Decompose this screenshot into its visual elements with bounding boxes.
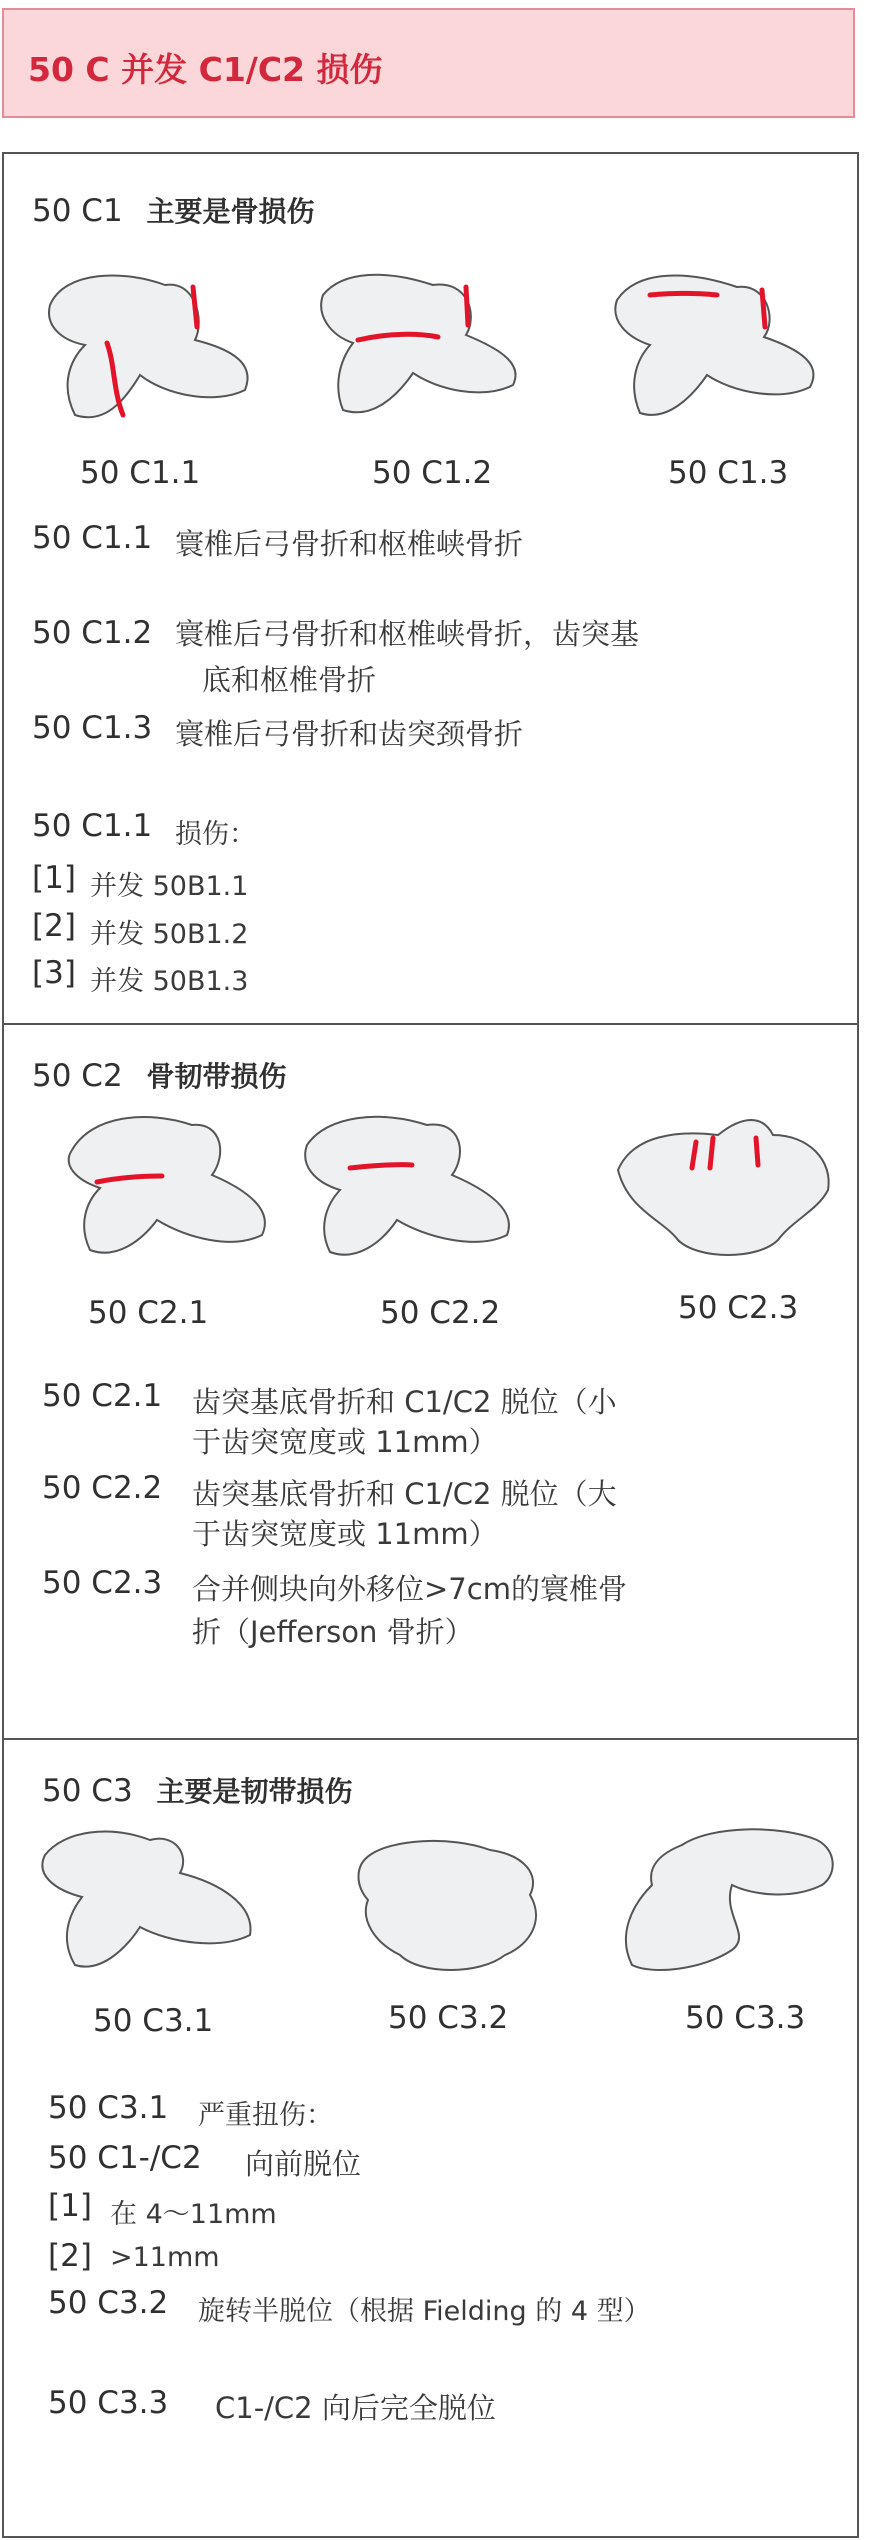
c3-line-text-3: >11mm [110,2242,220,2273]
vertebra-figure-c2-1 [62,1110,282,1275]
figure-label-c1-2: 50 C1.2 [372,455,493,491]
figure-label-c3-3: 50 C3.3 [685,2000,806,2036]
note-text-1: 并发 50B1.1 [90,871,249,902]
section-heading: 骨韧带损伤 [146,1060,287,1093]
figure-label-c1-3: 50 C1.3 [668,455,789,491]
vertebra-figure-c1-1 [45,265,265,435]
note-text-2: 并发 50B1.2 [90,919,249,950]
item-text-c1-2a: 寰椎后弓骨折和枢椎峡骨折，齿突基 [175,617,640,651]
item-text-c2-2b: 于齿突宽度或 11mm） [192,1517,498,1551]
note-code-2: [2] [32,908,76,944]
c3-line-text-0: 严重扭伤： [198,2100,333,2131]
item-code-c2-2: 50 C2.2 [42,1470,163,1506]
item-code-c2-1: 50 C2.1 [42,1378,163,1414]
c3-line-text-5: C1-/C2 向后完全脱位 [215,2391,496,2425]
c3-line-code-0: 50 C3.1 [48,2090,169,2126]
c3-line-text-2: 在 4～11mm [110,2199,277,2230]
figure-label-c3-1: 50 C3.1 [93,2003,214,2039]
panel-c2-title [32,1055,287,1095]
note-code-1: [1] [32,860,76,896]
figure-label-c1-1: 50 C1.1 [80,455,201,491]
vertebra-figure-c3-3 [612,1825,842,1990]
c3-line-text-1: 向前脱位 [245,2147,362,2181]
c3-line-code-2: [1] [48,2188,92,2224]
item-text-c1-1: 寰椎后弓骨折和枢椎峡骨折 [175,527,524,561]
figure-label-c2-2: 50 C2.2 [380,1295,501,1331]
c3-line-code-4: 50 C3.2 [48,2285,169,2321]
section-heading: 主要是骨损伤 [146,195,315,228]
c3-line-text-4: 旋转半脱位（根据 Fielding 的 4 型） [198,2296,651,2327]
vertebra-figure-c2-2 [302,1110,532,1275]
item-text-c2-2a: 齿突基底骨折和 C1/C2 脱位（大 [192,1477,617,1511]
panel-c1-title [32,190,315,230]
item-text-c2-3b: 折（Jefferson 骨折） [192,1615,474,1649]
note-text-3: 并发 50B1.3 [90,966,249,997]
panel-c3-title [42,1770,353,1810]
c3-line-code-3: [2] [48,2238,92,2274]
vertebra-figure-c1-3 [612,265,832,435]
item-code-c2-3: 50 C2.3 [42,1565,163,1601]
figure-label-c2-3: 50 C2.3 [678,1290,799,1326]
section-code: 50 C1 [32,193,123,229]
note-code-3: [3] [32,955,76,991]
note-text-0: 损伤： [175,819,256,850]
item-text-c2-1b: 于齿突宽度或 11mm） [192,1425,498,1459]
section-code: 50 C2 [32,1058,123,1094]
section-heading: 主要是韧带损伤 [156,1775,353,1808]
item-text-c2-3a: 合并侧块向外移位>7cm的寰椎骨 [192,1572,627,1606]
page-title: 50 C 并发 C1/C2 损伤 [28,50,383,89]
note-code-0: 50 C1.1 [32,808,153,844]
section-code: 50 C3 [42,1773,133,1809]
c3-line-code-5: 50 C3.3 [48,2385,169,2421]
vertebra-figure-c1-2 [318,265,538,435]
figure-label-c3-2: 50 C3.2 [388,2000,509,2036]
item-text-c1-2b: 底和枢椎骨折 [202,663,377,697]
vertebra-figure-c3-2 [340,1825,560,1995]
vertebra-figure-c3-1 [40,1825,270,1985]
item-code-c1-3: 50 C1.3 [32,710,153,746]
c3-line-code-1: 50 C1-/C2 [48,2140,202,2176]
figure-label-c2-1: 50 C2.1 [88,1295,209,1331]
item-text-c2-1a: 齿突基底骨折和 C1/C2 脱位（小 [192,1385,617,1419]
item-code-c1-1: 50 C1.1 [32,520,153,556]
vertebra-figure-c2-3 [608,1110,838,1275]
item-text-c1-3: 寰椎后弓骨折和齿突颈骨折 [175,717,524,751]
item-code-c1-2: 50 C1.2 [32,615,153,651]
